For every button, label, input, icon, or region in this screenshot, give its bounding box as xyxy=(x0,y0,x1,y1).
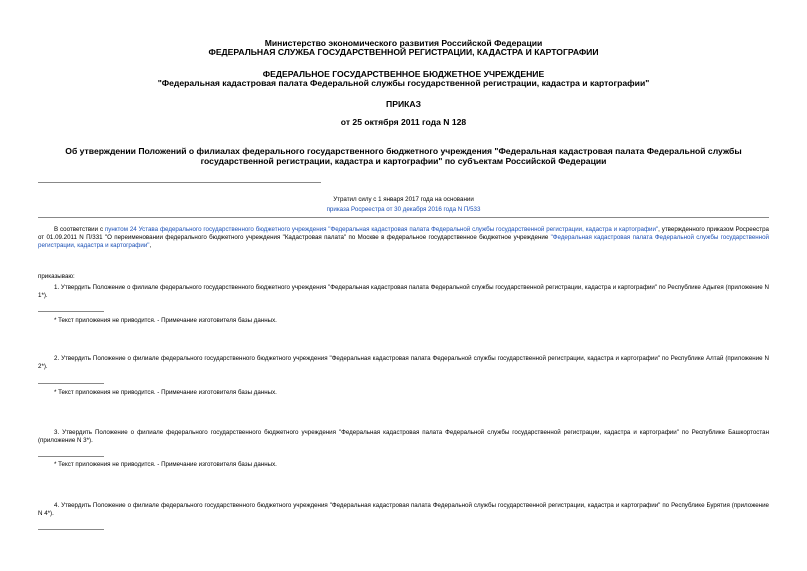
institution-type: ФЕДЕРАЛЬНОЕ ГОСУДАРСТВЕННОЕ БЮДЖЕТНОЕ УЧРЕЖДЕНИЕ xyxy=(262,69,545,79)
institution-name: "Федеральная кадастровая палата Федеральной службы государственной регистрации, кадастра и картографии" xyxy=(157,78,650,88)
order-word: ПРИКАЗ xyxy=(386,99,421,109)
footnote: * Текст приложения не приводится. - Примечание изготовителя базы данных. xyxy=(54,389,277,396)
footnote: * Текст приложения не приводится. - Примечание изготовителя базы данных. xyxy=(54,317,277,324)
footnote-rule xyxy=(38,529,104,530)
preamble: В соответствии с пунктом 24 Устава федерального государственного бюджетного учреждения "Федеральная кадастровая палата Федеральной службы государственной регистрации, кадастра и картографии", утвержденного приказом Росреестра от 01.09.2011 N П/331 "О переименовании федерального бюджетного учреждения "Кадастровая палата" по Москве в федеральное государственное бюджетное учреждение "Федеральная кадастровая палата Федеральной службы государственной регистрации, кадастра и картографии", xyxy=(38,226,770,250)
order-date: от 25 октября 2011 года N 128 xyxy=(340,117,467,127)
ministry-name: Министерство экономического развития Российской Федерации xyxy=(264,38,543,48)
footnote-rule xyxy=(38,311,104,312)
order-verb: приказываю: xyxy=(38,273,75,280)
service-name: ФЕДЕРАЛЬНАЯ СЛУЖБА ГОСУДАРСТВЕННОЙ РЕГИСТРАЦИИ, КАДАСТРА И КАРТОГРАФИИ xyxy=(208,47,599,57)
divider xyxy=(38,217,769,218)
document-title-line2: государственной регистрации, кадастра и картографии" по субъектам Российской Федерации xyxy=(200,156,607,166)
institution-link[interactable]: "Федеральная кадастровая палата Федеральной службы государственной регистрации, кадастра и картографии" xyxy=(38,234,770,250)
order-item-4: 4. Утвердить Положение о филиале федерального государственного бюджетного учреждения "Федеральная кадастровая палата Федеральной службы государственной регистрации, кадастра и картографии" по Республике Бурятия (приложение N 4*). xyxy=(38,502,769,518)
order-item-2: 2. Утвердить Положение о филиале федерального государственного бюджетного учреждения "Федеральная кадастровая палата Федеральной службы государственной регистрации, кадастра и картографии" по Республике Алтай (приложение N 2*). xyxy=(38,355,769,371)
footnote: * Текст приложения не приводится. - Примечание изготовителя базы данных. xyxy=(54,461,277,468)
document-title-line1: Об утверждении Положений о филиалах федерального государственного бюджетного учреждения "Федеральная кадастровая палата Федеральной службы xyxy=(65,146,742,156)
lost-force-note: Утратил силу с 1 января 2017 года на основании xyxy=(333,196,474,203)
footnote-rule xyxy=(38,383,104,384)
order-item-1: 1. Утвердить Положение о филиале федерального государственного бюджетного учреждения "Федеральная кадастровая палата Федеральной службы государственной регистрации, кадастра и картографии" по Республике Адыгея (приложение N 1*). xyxy=(38,284,769,300)
basis-link[interactable]: приказа Росреестра от 30 декабря 2016 года N П/533 xyxy=(326,206,481,213)
charter-link[interactable]: пунктом 24 Устава федерального государственного бюджетного учреждения "Федеральная кадастровая палата Федеральной службы государственной регистрации, кадастра и картографии" xyxy=(104,226,659,233)
footnote-rule xyxy=(38,456,104,457)
divider xyxy=(38,182,321,183)
order-item-3: 3. Утвердить Положение о филиале федерального государственного бюджетного учреждения "Федеральная кадастровая палата Федеральной службы государственной регистрации, кадастра и картографии" по Республике Башкортостан (приложение N 3*). xyxy=(38,429,769,445)
